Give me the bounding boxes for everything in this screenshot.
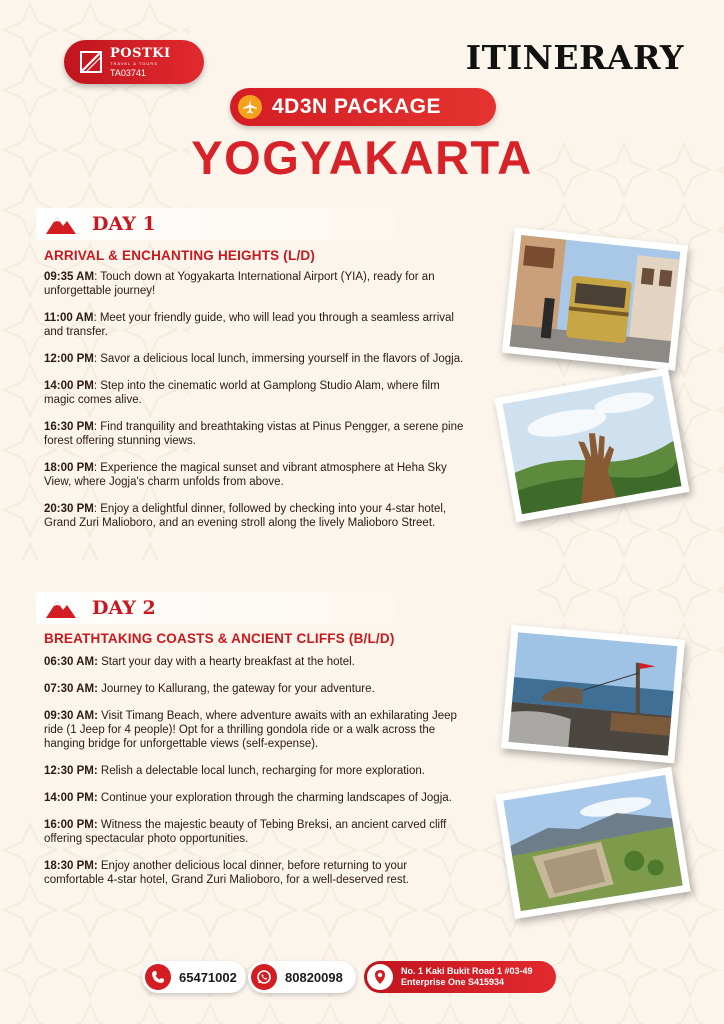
event-text: : Enjoy a delightful dinner, followed by checking into your 4-star hotel, Grand Zuri Malioboro, and an evening stroll along the lively Malioboro Street. [44,503,447,529]
day-1-label: DAY 1 [92,213,156,235]
day-1-header [36,208,398,240]
event-time: 11:00 AM [44,312,94,324]
event-text: Continue your exploration through the charming landscapes of Jogja. [97,792,452,804]
event-time: 09:35 AM [44,271,95,283]
list-item [44,352,464,366]
phone-icon [145,964,171,990]
photo-tram-street [502,227,688,370]
day-2-label: DAY 2 [92,597,156,619]
event-text: : Savor a delicious local lunch, immersing yourself in the flavors of Jogja. [93,353,464,365]
address-line-2: Enterprise One S415934 [401,977,505,987]
mountain-icon [46,214,76,234]
event-text: : Find tranquility and breathtaking vistas at Pinus Pengger, a serene pine forest offering stunning views. [44,421,464,447]
list-item [44,791,464,805]
event-text: Witness the majestic beauty of Tebing Breksi, an ancient carved cliff offering spectacular photo opportunities. [44,819,447,845]
location-pin-icon [367,964,393,990]
mountain-icon [46,598,76,618]
whatsapp-number: 80820098 [285,969,343,985]
whatsapp-icon [251,964,277,990]
tebing-breksi-image [503,775,683,911]
event-time: 12:00 PM [44,353,94,365]
package-label: 4D3N PACKAGE [272,95,441,118]
photo-timang-beach [501,625,685,764]
list-item [44,379,464,407]
event-text: : Step into the cinematic world at Gamplong Studio Alam, where film magic comes alive. [44,380,440,406]
day-1-event-list [44,270,464,530]
event-text: Enjoy another delicious local dinner, before returning to your comfortable 4-star hotel, Grand Zuri Malioboro, for a well-deserved rest. [44,860,409,886]
destination-title: YOGYAKARTA [191,131,533,184]
address-line-1: No. 1 Kaki Bukit Road 1 #03-49 [401,966,533,976]
list-item [44,311,464,339]
airplane-icon [238,95,262,119]
list-item [44,682,464,696]
day-2-header [36,592,398,624]
list-item [44,709,464,751]
event-text: Start your day with a hearty breakfast at the hotel. [97,656,355,668]
day-2-event-list [44,655,464,887]
day-2-subtitle: BREATHTAKING COASTS & ANCIENT CLIFFS (B/L/D) [44,631,395,646]
event-time: 20:30 PM [44,503,94,515]
list-item [44,764,464,778]
brand-license: TA03741 [110,67,146,78]
event-time: 09:30 AM: [44,710,98,722]
event-time: 18:30 PM: [44,860,98,872]
event-time: 14:00 PM [44,380,94,392]
brand-name: POSTKI [110,45,171,61]
event-time: 18:00 PM [44,462,94,474]
event-time: 07:30 AM: [44,683,98,695]
event-time: 14:00 PM: [44,792,98,804]
brand-logo-icon [78,49,104,75]
list-item [44,655,464,669]
event-text: Journey to Kallurang, the gateway for your adventure. [97,683,375,695]
event-time: 06:30 AM: [44,656,98,668]
tram-street-image [510,235,681,363]
event-text: : Experience the magical sunset and vibrant atmosphere at Heha Sky View, where Jogja's charm unfolds from above. [44,462,447,488]
page-title: ITINERARY [465,38,684,77]
day-1-subtitle: ARRIVAL & ENCHANTING HEIGHTS (L/D) [44,248,316,263]
list-item [44,818,464,846]
event-text: Visit Timang Beach, where adventure awaits with an exhilarating Jeep ride (1 Jeep for 4 people)! Opt for a thrilling gondola ride or a walk across the hanging bridge for unforgettable views (self-expense). [44,710,457,750]
brand-logo-badge [64,40,204,84]
list-item [44,270,464,298]
address-badge [364,961,556,993]
whatsapp-contact[interactable] [248,961,356,993]
package-badge [230,88,496,126]
list-item [44,859,464,887]
timang-beach-image [509,632,678,756]
event-time: 16:00 PM: [44,819,98,831]
phone-number: 65471002 [179,969,237,985]
list-item [44,502,464,530]
event-text: : Meet your friendly guide, who will lead you through a seamless arrival and transfer. [44,312,454,338]
event-time: 16:30 PM [44,421,94,433]
list-item [44,461,464,489]
brand-tagline: TRAVEL & TOURS [110,60,158,66]
event-time: 12:30 PM: [44,765,98,777]
event-text: : Touch down at Yogyakarta International Airport (YIA), ready for an unforgettable journey! [44,271,435,297]
phone-contact[interactable] [142,961,246,993]
hand-viewpoint-image [503,376,682,514]
event-text: Relish a delectable local lunch, recharging for more exploration. [97,765,425,777]
list-item [44,420,464,448]
